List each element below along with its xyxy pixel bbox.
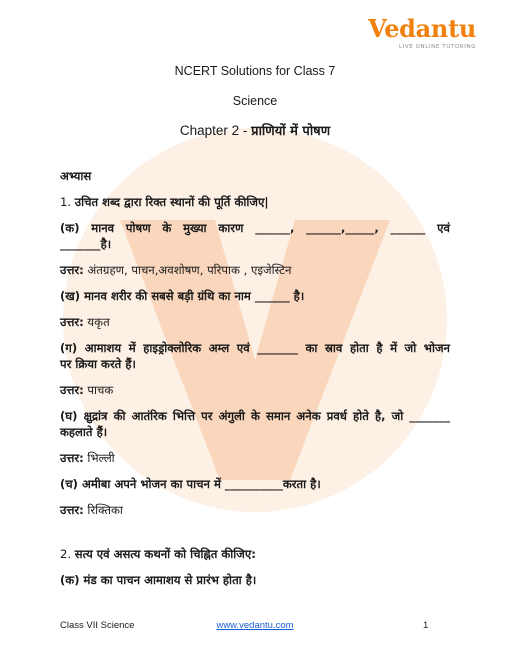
spacer [60, 528, 450, 546]
answer-label: उत्तर: [60, 503, 84, 517]
answer-label: उत्तर: [60, 383, 84, 397]
q1-part-b: (ख) मानव शरीर की सबसे बड़ी ग्रंथि का नाम ______ है। [60, 289, 305, 303]
answer-text: पाचक [83, 383, 114, 397]
q1-part-e: (च) अमीबा अपने भोजन का पाचन में __________करता है। [60, 477, 321, 491]
logo-tagline: LIVE ONLINE TUTORING [398, 44, 476, 50]
answer-text: भिल्ली [83, 451, 115, 465]
question-text: उचित शब्द द्वारा रिक्त स्थानों की पूर्ति कीजिए| [74, 195, 269, 209]
q1-part-d-line1: (घ) क्षुद्रांत्र की आतंरिक भित्ति पर अंगुली के समान अनेक प्रवर्ध होते है, जो _______ [60, 409, 450, 423]
footer-class-label: Class VII Science [60, 620, 135, 631]
answer-label: उत्तर: [60, 263, 84, 277]
answer-label: उत्तर: [60, 315, 84, 329]
q1-part-b-answer [60, 314, 450, 330]
question-text: सत्य एवं असत्य कथनों को चिह्नित कीजिए: [74, 547, 256, 561]
doc-title: NCERT Solutions for Class 7 [174, 64, 336, 78]
question-2-title [60, 546, 450, 562]
content [60, 168, 450, 598]
doc-subject: Science [232, 94, 278, 108]
q1-part-e-answer [60, 502, 450, 518]
q1-part-a-line2: _______है। [60, 237, 112, 251]
q1-part-a-answer [60, 262, 450, 278]
chapter-name: प्राणियों में पोषण [251, 124, 331, 139]
footer-link-wrap [0, 620, 510, 631]
q1-part-d-line2: कहलाते हैं। [60, 425, 108, 439]
q1-part-c-line2: पर क्रिया करते हैं। [60, 357, 136, 371]
answer-text: रिक्तिका [83, 503, 123, 517]
q1-part-c-line1: (ग) आमाशय में हाइड्रोक्लोरिक अम्ल एवं _______ का स्राव होता है में जो भोजन [60, 341, 450, 355]
answer-label: उत्तर: [60, 451, 84, 465]
q1-part-a-line1: (क) मानव पोषण के मुख्या कारण ______, ______,_____, ______ एवं [60, 221, 450, 235]
question-1-title [60, 194, 450, 210]
question-number: 1. [60, 195, 75, 209]
q1-part-d-answer [60, 450, 450, 466]
section-title: अभ्यास [60, 169, 92, 183]
chapter-title [0, 121, 510, 139]
question-number: 2. [60, 547, 75, 561]
chapter-prefix: Chapter 2 - [179, 123, 252, 138]
logo-wordmark: Vedantu [368, 14, 476, 43]
answer-text: अंतग्रहण, पाचन,अवशोषण, परिपाक , एइजेस्टिन [83, 263, 292, 277]
q1-part-c-answer [60, 382, 450, 398]
q2-part-a: (क) मंड का पाचन आमाशय से प्रारंभ होता है। [60, 573, 257, 587]
page-number: 1 [423, 620, 429, 631]
vedantu-logo[interactable] [356, 14, 476, 54]
footer-website-link[interactable]: www.vedantu.com [216, 620, 294, 631]
answer-text: यकृत [83, 315, 110, 329]
